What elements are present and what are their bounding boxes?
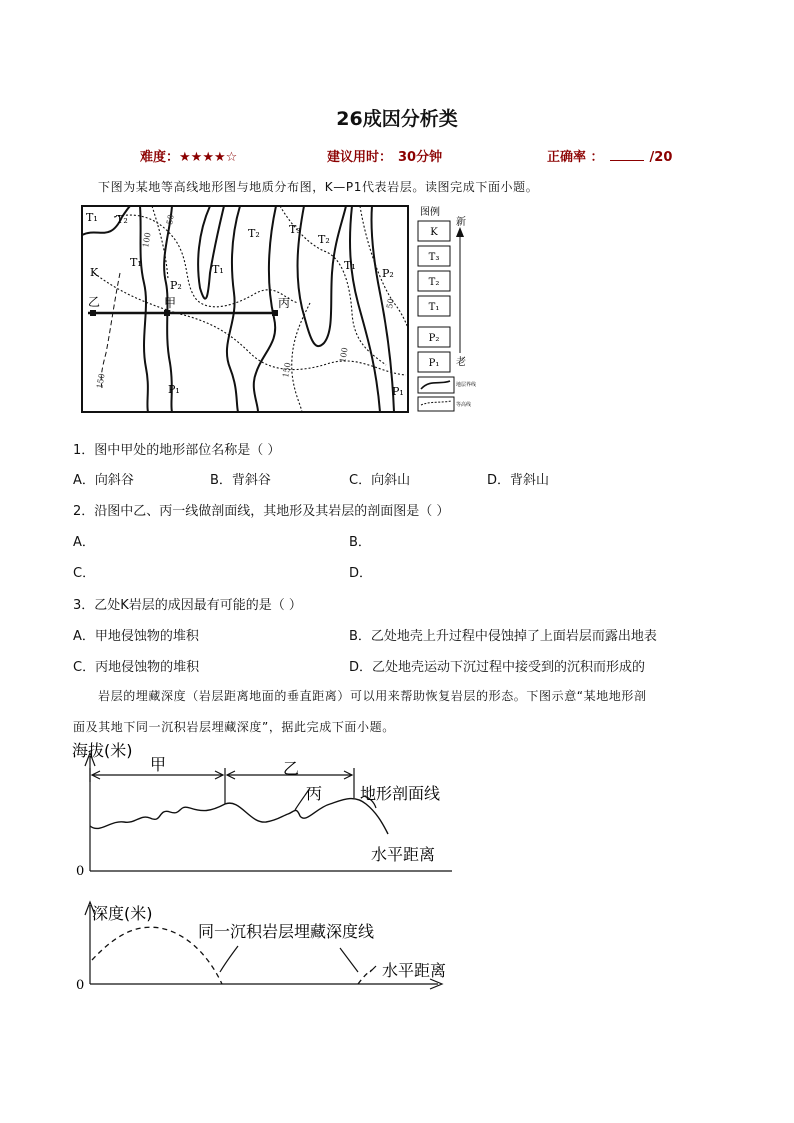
legend-item: T₁: [428, 302, 440, 313]
legend-title: 图例: [420, 207, 440, 218]
profile-origin: 0: [76, 864, 85, 879]
stratum-label: P₂: [170, 279, 182, 292]
legend-item: P₁: [428, 358, 440, 369]
suggested-time: [327, 146, 442, 165]
contour-line: [292, 303, 310, 412]
terrain-profile-line: [90, 799, 388, 834]
difficulty-label: 难度：: [140, 150, 180, 165]
stratum-label: T₂: [248, 227, 260, 240]
q1-option-d[interactable]: D．背斜山: [487, 473, 550, 488]
stratum-label: P₁: [392, 385, 404, 398]
point-jia-marker: [164, 310, 170, 316]
difficulty: [140, 146, 237, 165]
question-1-stem: 1．图中甲处的地形部位名称是（ ）: [73, 443, 281, 458]
boundary-line: [227, 206, 240, 412]
depth-leader: [220, 946, 238, 972]
intro-paragraph-2-line-2: 面及其地下同一沉积岩层埋藏深度”，据此完成下面小题。: [73, 720, 395, 734]
profile-xlabel: 水平距离: [371, 845, 436, 864]
q1-option-a[interactable]: A．向斜谷: [73, 473, 134, 488]
burial-depth-diagram: [70, 900, 470, 995]
stratum-label: T₁: [130, 256, 142, 269]
q3-option-c[interactable]: C．丙地侵蚀物的堆积: [73, 660, 200, 675]
depth-xlabel: 水平距离: [382, 961, 447, 980]
legend-contour: 等高线: [456, 402, 472, 408]
depth-ylabel: 深度(米): [92, 904, 153, 923]
point-bing-label: 丙: [278, 296, 291, 310]
accuracy-blank[interactable]: [610, 160, 644, 161]
q2-option-b[interactable]: B．: [349, 535, 371, 550]
accuracy-total: /20: [649, 150, 673, 165]
question-2-stem: 2．沿图中乙、丙一线做剖面线，其地形及其岩层的剖面图是（ ）: [73, 504, 450, 519]
stratum-label: T₂: [116, 213, 128, 226]
difficulty-stars: ★★★★☆: [179, 150, 238, 165]
accuracy-label: 正确率 ：: [547, 150, 604, 165]
q2-option-d[interactable]: D．: [349, 566, 373, 581]
time-label: 建议用时：: [327, 150, 393, 165]
stratum-label: T₃: [289, 223, 301, 236]
legend-item: T₃: [428, 252, 440, 263]
legend-item: T₂: [428, 277, 440, 288]
profile-seg-jia: 甲: [150, 755, 167, 774]
q3-option-a[interactable]: A．甲地侵蚀物的堆积: [73, 629, 199, 644]
legend-item: P₂: [428, 333, 440, 344]
boundary-line: [101, 273, 120, 388]
boundary-line: [350, 206, 380, 412]
depth-curve-label: 同一沉积岩层埋藏深度线: [198, 922, 375, 941]
legend-old: 老: [456, 357, 466, 368]
q2-option-c[interactable]: C．: [73, 566, 96, 581]
point-bing-marker: [272, 310, 278, 316]
stratum-label: T₂: [318, 233, 330, 246]
geologic-contour-map: [80, 203, 477, 418]
profile-seg-yi: 乙: [283, 759, 300, 778]
boundary-line: [298, 206, 346, 346]
stratum-label: T₁: [212, 263, 224, 276]
point-yi-label: 乙: [88, 295, 101, 309]
stratum-label: T₁: [86, 211, 98, 224]
intro-paragraph-1: 下图为某地等高线地形图与地质分布图，K—P1代表岩层。读图完成下面小题。: [98, 180, 539, 194]
q3-option-b[interactable]: B．乙处地壳上升过程中侵蚀掉了上面岩层而露出地表: [349, 629, 657, 644]
depth-leader: [340, 948, 358, 972]
question-3-stem: 3．乙处K岩层的成因最有可能的是（ ）: [73, 598, 302, 613]
time-value: 30分钟: [398, 150, 443, 165]
contour-value: 150: [281, 361, 293, 379]
accuracy: [547, 146, 672, 165]
legend-item: K: [430, 227, 438, 238]
terrain-profile-diagram: [70, 738, 470, 883]
contour-value: 50: [385, 297, 396, 310]
page-title: 26成因分析类: [336, 108, 458, 130]
contour-value: 50: [165, 213, 176, 226]
contour-value: 100: [141, 231, 153, 249]
profile-curve-label: 地形剖面线: [360, 784, 441, 803]
stratum-label: T₁: [344, 259, 356, 272]
depth-origin: 0: [76, 978, 85, 993]
q1-option-c[interactable]: C．向斜山: [349, 473, 411, 488]
profile-bing: 丙: [306, 784, 323, 803]
point-yi-marker: [90, 310, 96, 316]
map-legend: [418, 205, 476, 411]
intro-paragraph-2-line-1: 岩层的埋藏深度（岩层距离地面的垂直距离）可以用来帮助恢复岩层的形态。下图示意“某地地形剖: [98, 689, 647, 703]
stratum-label: P₁: [168, 383, 180, 396]
contour-value: 100: [338, 346, 350, 364]
legend-boundary: 地层界线: [456, 382, 477, 388]
stratum-label: K: [90, 266, 99, 279]
q3-option-d[interactable]: D．乙处地壳运动下沉过程中接受到的沉积而形成的: [349, 660, 646, 675]
profile-ylabel: 海拔(米): [72, 741, 133, 760]
q2-option-a[interactable]: A．: [73, 535, 95, 550]
q1-option-b[interactable]: B．背斜谷: [210, 473, 271, 488]
stratum-label: P₂: [382, 267, 394, 280]
point-jia-label: 甲: [164, 296, 177, 310]
boundary-line: [198, 206, 224, 299]
contour-value: 150: [95, 372, 107, 390]
legend-new: 新: [456, 217, 466, 228]
contour-line: [94, 273, 406, 375]
